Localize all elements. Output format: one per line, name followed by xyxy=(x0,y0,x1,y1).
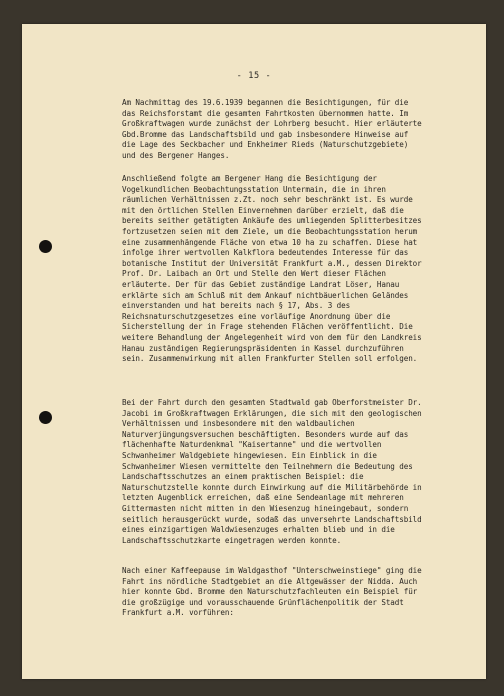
paragraph-coffee-break: Nach einer Kaffeepause im Waldgasthof "Unterschweinstiege" ging die Fahrt ins nördliche Stadtgebiet an die Altgewässer der Nidda. Auch hier konnte Gbd. Bromme den Naturschutzfachleuten ein Beispiel für die großzügige und vorausschauende Grünflächenpolitik der Stadt Frankfurt a.M. vorführen: xyxy=(122,566,422,618)
document-page xyxy=(22,24,486,679)
paragraph-bergener-hang: Anschließend folgte am Bergener Hang die Besichtigung der Vogelkundlichen Beobachtungsstation Untermain, die in ihren räumlichen Verhältnissen z.Zt. noch sehr beschränkt ist. Es wurde mit den örtlichen Stellen Einvernehmen darüber erzielt, daß die bereits seither getätigten Ankäufe des umliegenden Splitterbesitzes fortzusetzen seien mit dem Ziele, um die Beobachtungsstation herum eine zusammenhängende Fläche von etwa 10 ha zu schaffen. Diese hat infolge ihrer wertvollen Kalkflora bedeutendes Interesse für das botanische Institut der Universität Frankfurt a.M., dessen Direktor Prof. Dr. Laibach an Ort und Stelle den Wert dieser Flächen erläuterte. Der für das Gebiet zuständige Landrat Löser, Hanau erklärte sich am Schluß mit dem Ankauf nichtbäuerlichen Geländes einverstanden und hat bereits nach § 17, Abs. 3 des Reichsnaturschutzgesetzes eine vorläufige Anordnung über die Sicherstellung der in Frage stehenden Flächen veröffentlicht. Die weitere Behandlung der Angelegenheit wird von dem für den Landkreis Hanau zuständigen Regierungspräsidenten in Kassel durchzuführen sein. Zusammenwirkung mit allen Frankfurter Stellen soll erfolgen. xyxy=(122,174,422,364)
paragraph-afternoon-visit: Am Nachmittag des 19.6.1939 begannen die Besichtigungen, für die das Reichsforstamt die gesamten Fahrtkosten übernommen hatte. Im Großkraftwagen wurde zunächst der Lohrberg besucht. Hier erläuterte Gbd.Bromme das Landschaftsbild und gab insbesondere Hinweise auf die Lage des Seckbacher und Enkheimer Rieds (Naturschutzgebiete) und des Bergener Hanges. xyxy=(122,98,422,160)
page-number: - 15 - xyxy=(236,71,272,81)
punch-hole-bottom xyxy=(39,411,52,424)
paragraph-stadtwald-drive: Bei der Fahrt durch den gesamten Stadtwald gab Oberforstmeister Dr. Jacobi im Großkraftwagen Erklärungen, die sich mit den geologischen Verhältnissen und insbesondere mit den waldbaulichen Naturverjüngungsversuchen beschäftigten. Besonders wurde auf das flächenhafte Naturdenkmal "Kaisertanne" und die wertvollen Schwanheimer Waldgebiete hingewiesen. Ein Einblick in die Schwanheimer Wiesen vermittelte den Teilnehmern die Bedeutung des Landschaftsschutzes an einem praktischen Beispiel: die Naturschutzstelle konnte durch Einwirkung auf die Militärbehörde in letzten Augenblick erreichen, daß eine Sendeanlage mit mehreren Gittermasten nicht mitten in den Wiesenzug hineingebaut, sondern seitlich herausgerückt wurde, sodaß das unversehrte Landschaftsbild eines einzigartigen Waldwiesenzuges erhalten blieb und in die Landschaftsschutzkarte eingetragen werden konnte. xyxy=(122,398,422,545)
punch-hole-top xyxy=(39,240,52,253)
